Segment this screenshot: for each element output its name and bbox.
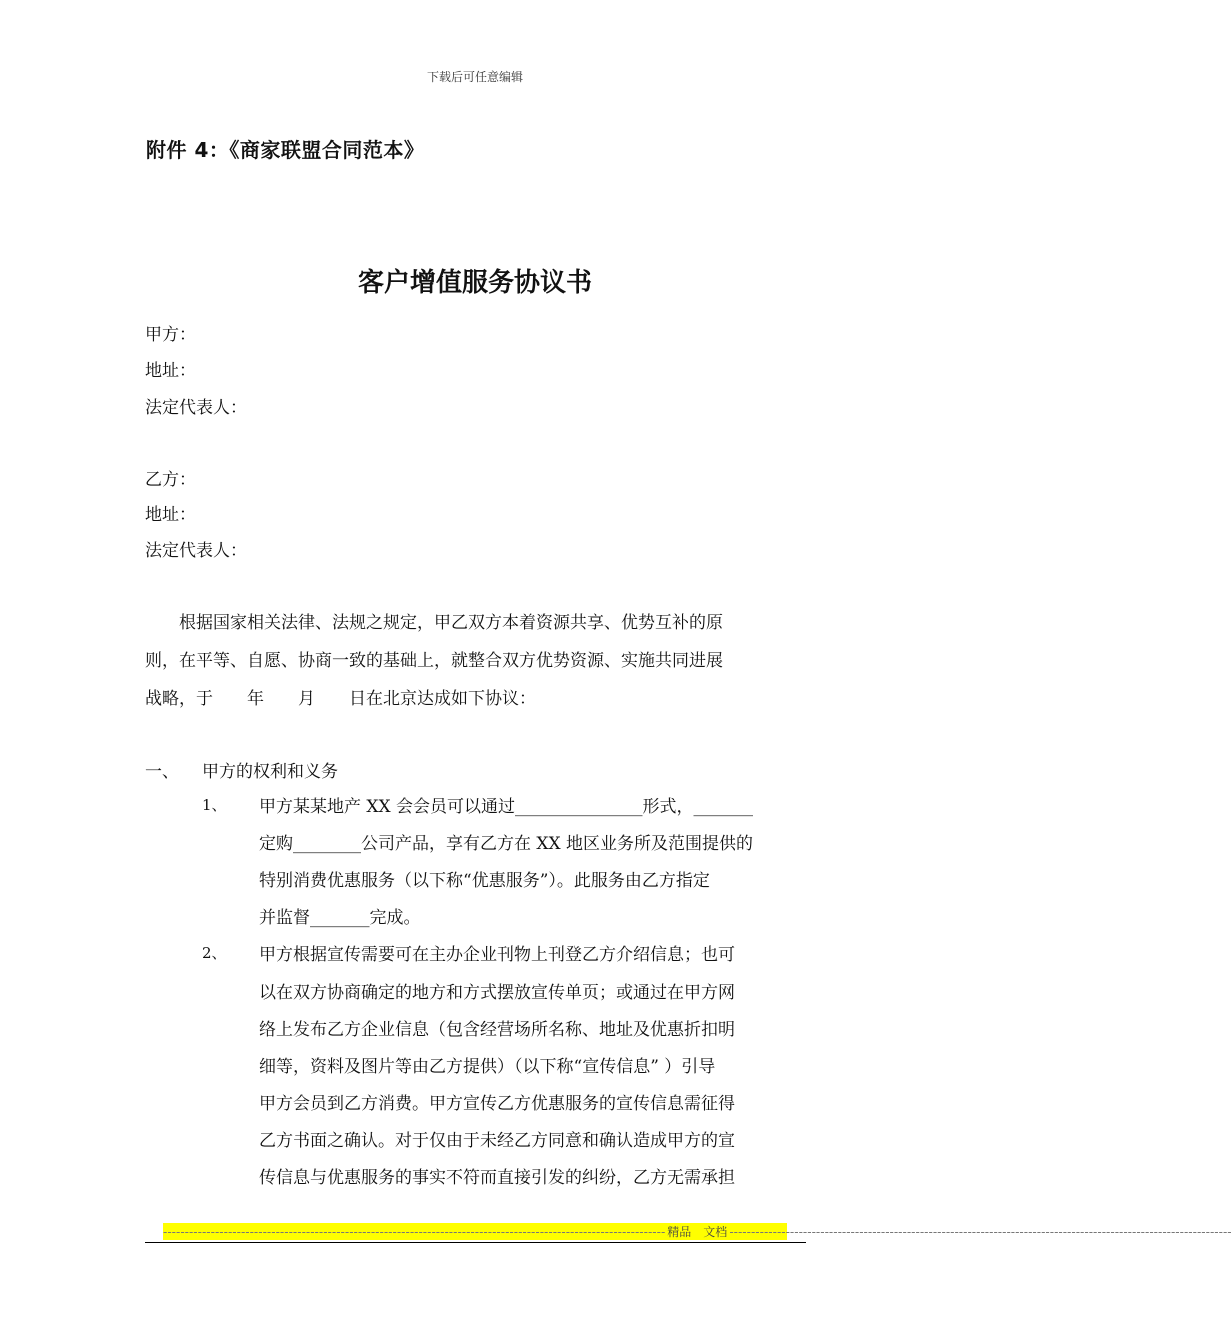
item-line: 乙方书面之确认。对于仅由于未经乙方同意和确认造成甲方的宣 — [259, 1131, 735, 1151]
item-line: 以在双方协商确定的地方和方式摆放宣传单页；或通过在甲方网 — [259, 983, 735, 1003]
item-number: 2、 — [202, 944, 227, 962]
party-a-address-label: 地址： — [145, 361, 196, 381]
document-title: 客户增值服务协议书 — [357, 268, 592, 298]
footer-label: 精品 文档 — [667, 1225, 728, 1239]
party-b-name-label: 乙方： — [145, 470, 196, 490]
preamble-line: 根据国家相关法律、法规之规定，甲乙双方本着资源共享、优势互补的原 — [145, 613, 723, 633]
party-a-name-label: 甲方： — [145, 325, 196, 345]
item-line: 定购________公司产品，享有乙方在 XX 地区业务所及范围提供的 — [259, 834, 754, 854]
item-line: 络上发布乙方企业信息（包含经营场所名称、地址及优惠折扣明 — [259, 1020, 735, 1040]
party-b-rep-label: 法定代表人： — [145, 541, 247, 561]
item-line: 甲方根据宣传需要可在主办企业刊物上刊登乙方介绍信息；也可 — [259, 945, 735, 965]
header-note: 下载后可任意编辑 — [426, 70, 523, 84]
footer-dash-right: -------------------------------------------------------------------------------------------------------------------- — [729, 1224, 1232, 1239]
item-line: 细等，资料及图片等由乙方提供）（以下称“宣传信息” ）引导 — [259, 1057, 716, 1077]
footer-dash-left: -------------------------------------------------------------------------------------------------------------------- — [163, 1224, 666, 1239]
section-title: 甲方的权利和义务 — [202, 762, 338, 782]
item-line: 传信息与优惠服务的事实不符而直接引发的纠纷，乙方无需承担 — [259, 1168, 735, 1188]
preamble-line: 战略，于 年 月 日在北京达成如下协议： — [145, 689, 536, 709]
footer-banner — [163, 1223, 1232, 1240]
party-a-rep-label: 法定代表人： — [145, 398, 247, 418]
party-b-address-label: 地址： — [145, 505, 196, 525]
item-line: 并监督_______完成。 — [259, 908, 421, 928]
section-number: 一、 — [145, 762, 179, 782]
footer-divider — [145, 1242, 806, 1243]
item-line: 甲方会员到乙方消费。甲方宣传乙方优惠服务的宣传信息需征得 — [259, 1094, 735, 1114]
item-line: 特别消费优惠服务（以下称“优惠服务”）。此服务由乙方指定 — [259, 871, 710, 891]
attachment-title: 附件 4：《商家联盟合同范本》 — [146, 138, 425, 162]
item-line: 甲方某某地产 XX 会会员可以通过_______________形式，_______ — [259, 797, 754, 817]
item-number: 1、 — [202, 796, 227, 814]
preamble-line: 则，在平等、自愿、协商一致的基础上，就整合双方优势资源、实施共同进展 — [145, 651, 723, 671]
